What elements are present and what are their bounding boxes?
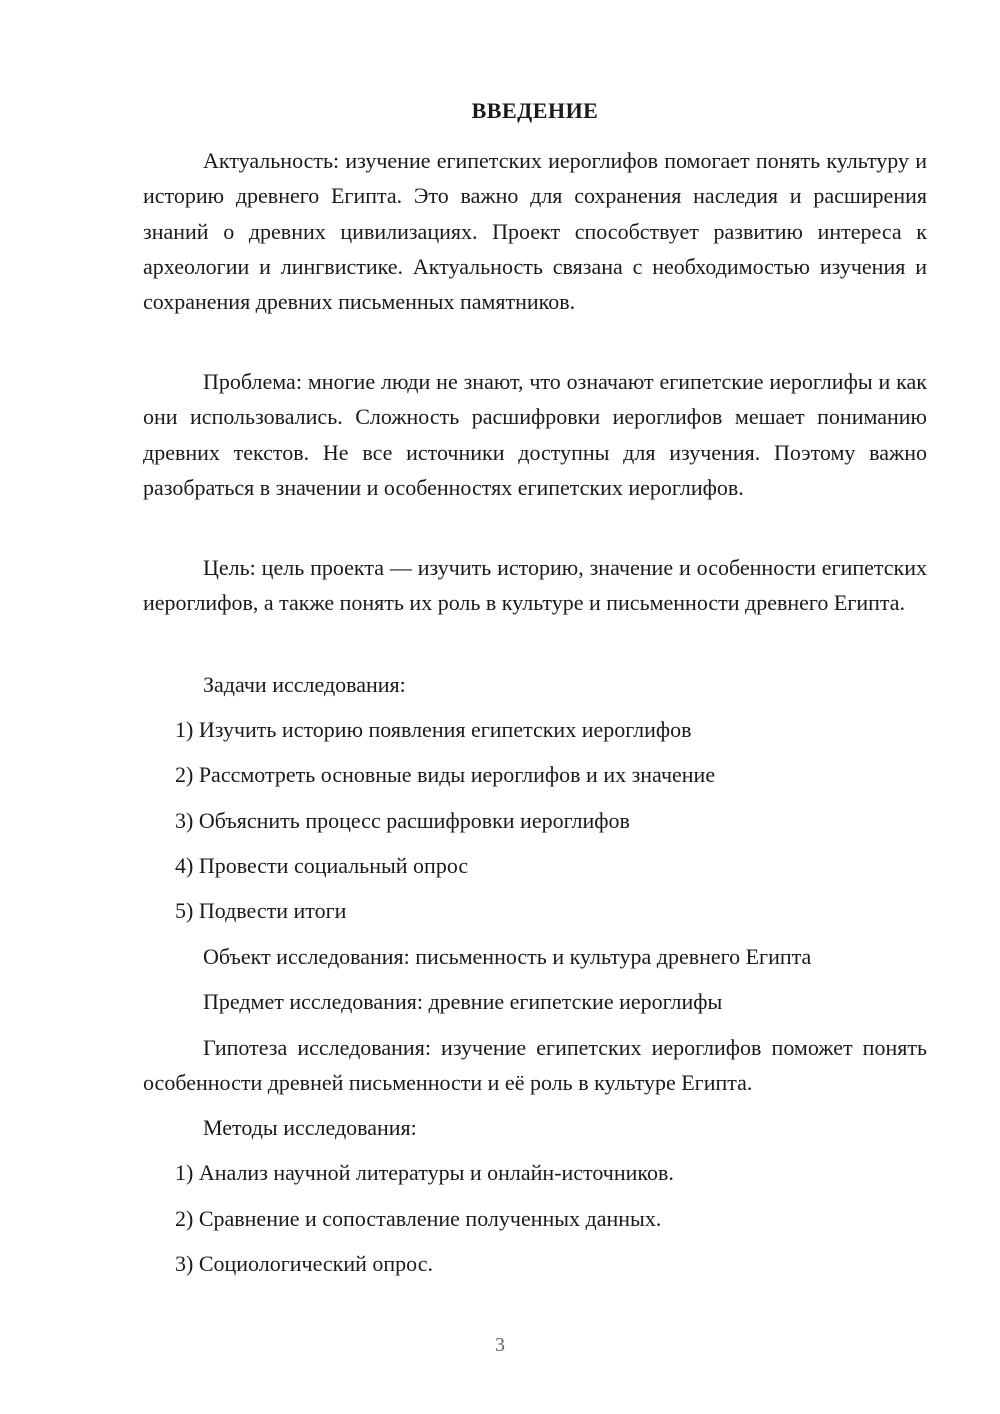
relevance-paragraph: Актуальность: изучение египетских иероглифов помогает понять культуру и историю древнего Египта. Это важно для сохранения наследия и расширения знаний о древних цивилизациях. Проект способствует развитию интереса к археологии и лингвистике. Актуальность связана с необходимостью изучения и сохранения древних письменных памятников. xyxy=(143,148,927,315)
tasks-title: Задачи исследования: xyxy=(203,672,406,697)
goal-paragraph: Цель: цель проекта — изучить историю, значение и особенности египетских иероглифов, а также понять их роль в культуре и письменности древнего Египта. xyxy=(143,555,927,616)
hypothesis-paragraph: Гипотеза исследования: изучение египетских иероглифов поможет понять особенности древней письменности и её роль в культуре Египта. xyxy=(143,1035,927,1096)
subject-line: Предмет исследования: древние египетские иероглифы xyxy=(203,989,723,1014)
task-item: 5) Подвести итоги xyxy=(175,898,347,923)
page-heading: ВВЕДЕНИЕ xyxy=(471,98,599,123)
methods-title: Методы исследования: xyxy=(203,1115,417,1140)
method-item: 3) Социологический опрос. xyxy=(175,1251,433,1276)
page-number: 3 xyxy=(495,1334,505,1356)
object-line: Объект исследования: письменность и культура древнего Египта xyxy=(203,944,812,969)
method-item: 2) Сравнение и сопоставление полученных данных. xyxy=(175,1206,662,1231)
task-item: 3) Объяснить процесс расшифровки иероглифов xyxy=(175,808,630,833)
task-item: 2) Рассмотреть основные виды иероглифов и их значение xyxy=(175,762,716,787)
problem-paragraph: Проблема: многие люди не знают, что означают египетские иероглифы и как они использовались. Сложность расшифровки иероглифов мешает пониманию древних текстов. Не все источники доступны для изучения. Поэтому важно разобраться в значении и особенностях египетских иероглифов. xyxy=(143,369,927,500)
task-item: 1) Изучить историю появления египетских иероглифов xyxy=(175,717,692,742)
task-item: 4) Провести социальный опрос xyxy=(175,853,469,878)
method-item: 1) Анализ научной литературы и онлайн-источников. xyxy=(175,1160,674,1185)
